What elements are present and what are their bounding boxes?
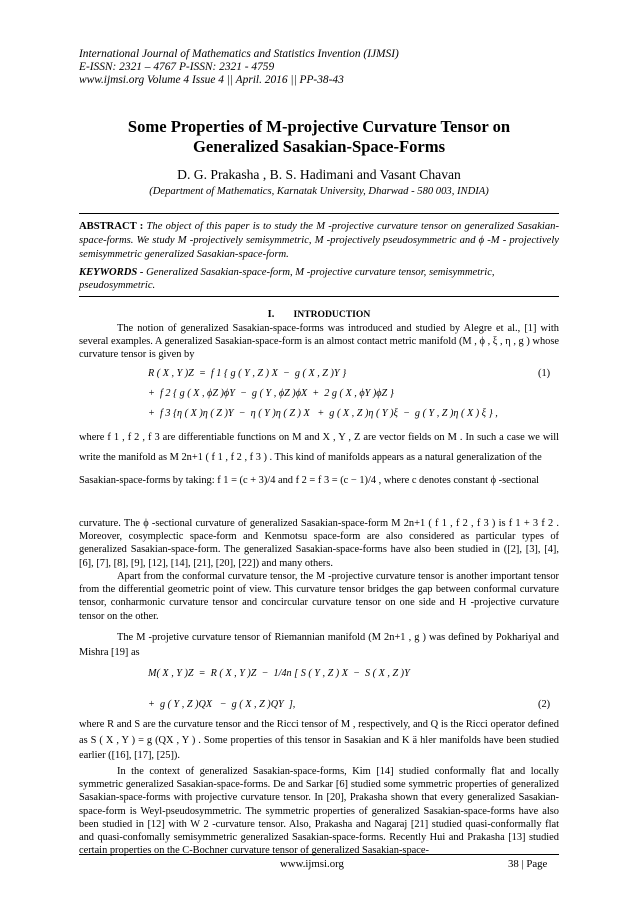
journal-name: International Journal of Mathematics and Statistics Invention (IJMSI) [79,48,399,60]
equation-2-line-1: M( X , Y )Z = R ( X , Y )Z − 1/4n [ S ( Y , Z ) X − S ( X , Z )Y [148,668,410,679]
paragraph-sasakian-forms: Sasakian-space-forms by taking: f 1 = (c + 3)/4 and f 2 = f 3 = (c − 1)/4 , where c denotes constant ϕ -sectional [79,475,540,486]
keywords [79,266,559,292]
paragraph-context: In the context of generalized Sasakian-space-forms, Kim [14] studied conformally flat and locally symmetric generalized Sasakian-space-forms. De and Sarkar [6] studied some symmetric properties of generalized Sasakian-space-forms with projective curvature tensor. In [20], Prakasha shown that every generalized Sasakian-space-form is Weyl-pseudosymmetric. The symmetric properties of generalized Sasakian-space-forms have also been studied in [12] with W 2 -curvature tensor. Also, Prakasha and Nagaraj [21] studied quasi-conformally flat and quasi-confomally semisymmetric generalized Sasakian-space-forms. Recently Hui and Prakasha [13] studied certain properties on the C-Bochner curvature tensor of generalized Sasakian-space- [79,766,559,857]
footer-divider [79,854,559,855]
keywords-text: Generalized Sasakian-space-form, M -projective curvature tensor, semisymmetric, pseudosymmetric. [79,267,495,291]
paragraph-sectional-curvature: curvature. The ϕ -sectional curvature of generalized Sasakian-space-form M 2n+1 ( f 1 , f 2 , f 3 ) is f 1 + 3 f 2 . Moreover, cosymplectic space-form and Kenmotsu space-form are also considered as particular types of generalized Sasakian-space-form. The generalized Sasakian-space-forms have also been studied in ([2], [3], [4], [6], [7], [8], [9], [12], [14], [21], [20], [22]) and many others. [79,518,559,569]
top-divider [79,213,559,214]
equation-2-number: (2) [538,699,551,710]
equation-1-line-3: + f 3 {η ( X )η ( Z )Y − η ( Y )η ( Z ) X + g ( X , Z )η ( Y )ξ − g ( Y , Z )η ( X ) ξ } , [148,408,498,419]
paragraph-definition: The M -projetive curvature tensor of Riemannian manifold (M 2n+1 , g ) was defined by Pokhariyal and Mishra [19] as [79,632,559,658]
volume-line: www.ijmsi.org Volume 4 Issue 4 || April. 2016 || PP-38-43 [79,74,344,86]
affiliation: (Department of Mathematics, Karnatak University, Dharwad - 580 003, INDIA) [149,186,489,197]
authors: D. G. Prakasha , B. S. Hadimani and Vasant Chavan [177,167,461,182]
footer-site[interactable]: www.ijmsi.org [280,858,344,870]
section-heading [79,309,559,320]
equation-1-line-2: + f 2 { g ( X , ϕZ )ϕY − g ( Y , ϕZ )ϕX + 2 g ( X , ϕY )ϕZ } [148,388,394,399]
issn-line: E-ISSN: 2321 – 4767 P-ISSN: 2321 - 4759 [79,61,275,73]
section-title: INTRODUCTION [293,309,371,320]
equation-1-line-1: R ( X , Y )Z = f 1 { g ( Y , Z ) X − g ( X , Z )Y } [148,368,347,379]
paper-title-line-2: Generalized Sasakian-Space-Forms [192,137,446,156]
equation-2-line-2: + g ( Y , Z )QX − g ( X , Z )QY ], [148,699,296,710]
keywords-label: KEYWORDS - [79,267,144,278]
section-number: I. [267,309,275,320]
paragraph-intro: The notion of generalized Sasakian-space-forms was introduced and studied by Alegre et al., [1] with several examples. A generalized Sasakian-space-form is an almost contact metric manifold (M , ϕ , ξ , η , g ) whose curvature tensor is given by [79,323,559,361]
paragraph-functions: where f 1 , f 2 , f 3 are differentiable functions on M and X , Y , Z are vector fields on M . In such a case we will write the manifold as M 2n+1 ( f 1 , f 2 , f 3 ) . This kind of manifolds appears as a natural generalization of the [79,432,559,463]
abstract [79,220,559,263]
equation-1-number: (1) [538,368,551,379]
paper-title-line-1: Some Properties of M-projective Curvature Tensor on [127,117,511,136]
footer-page-number: 38 | Page [508,858,548,870]
paragraph-ricci: where R and S are the curvature tensor and the Ricci tensor of M , respectively, and Q is the Ricci operator defined as S ( X , Y ) = g (QX , Y ) . Some properties of this tensor in Sasakian and K ä hler manifolds have been studied earlier ([16], [17], [25]). [79,719,559,761]
paragraph-m-projective: Apart from the conformal curvature tensor, the M -projective curvature tensor is another important tensor from the differential geometric point of view. This curvature tensor bridges the gap between conformal curvature tensor, conharmonic curvature tensor and concircular curvature tensor on one side and H -projective curvature tensor on the other. [79,571,559,622]
bottom-divider [79,296,559,297]
abstract-label: ABSTRACT : [79,221,144,232]
abstract-text: The object of this paper is to study the M -projective curvature tensor on generalized Sasakian-space-forms. We study M -projectively semisymmetric, M -projectively pseudosymmetric and ϕ -M - projectively semisymmetric generalized Sasakian-space-form. [79,221,559,261]
